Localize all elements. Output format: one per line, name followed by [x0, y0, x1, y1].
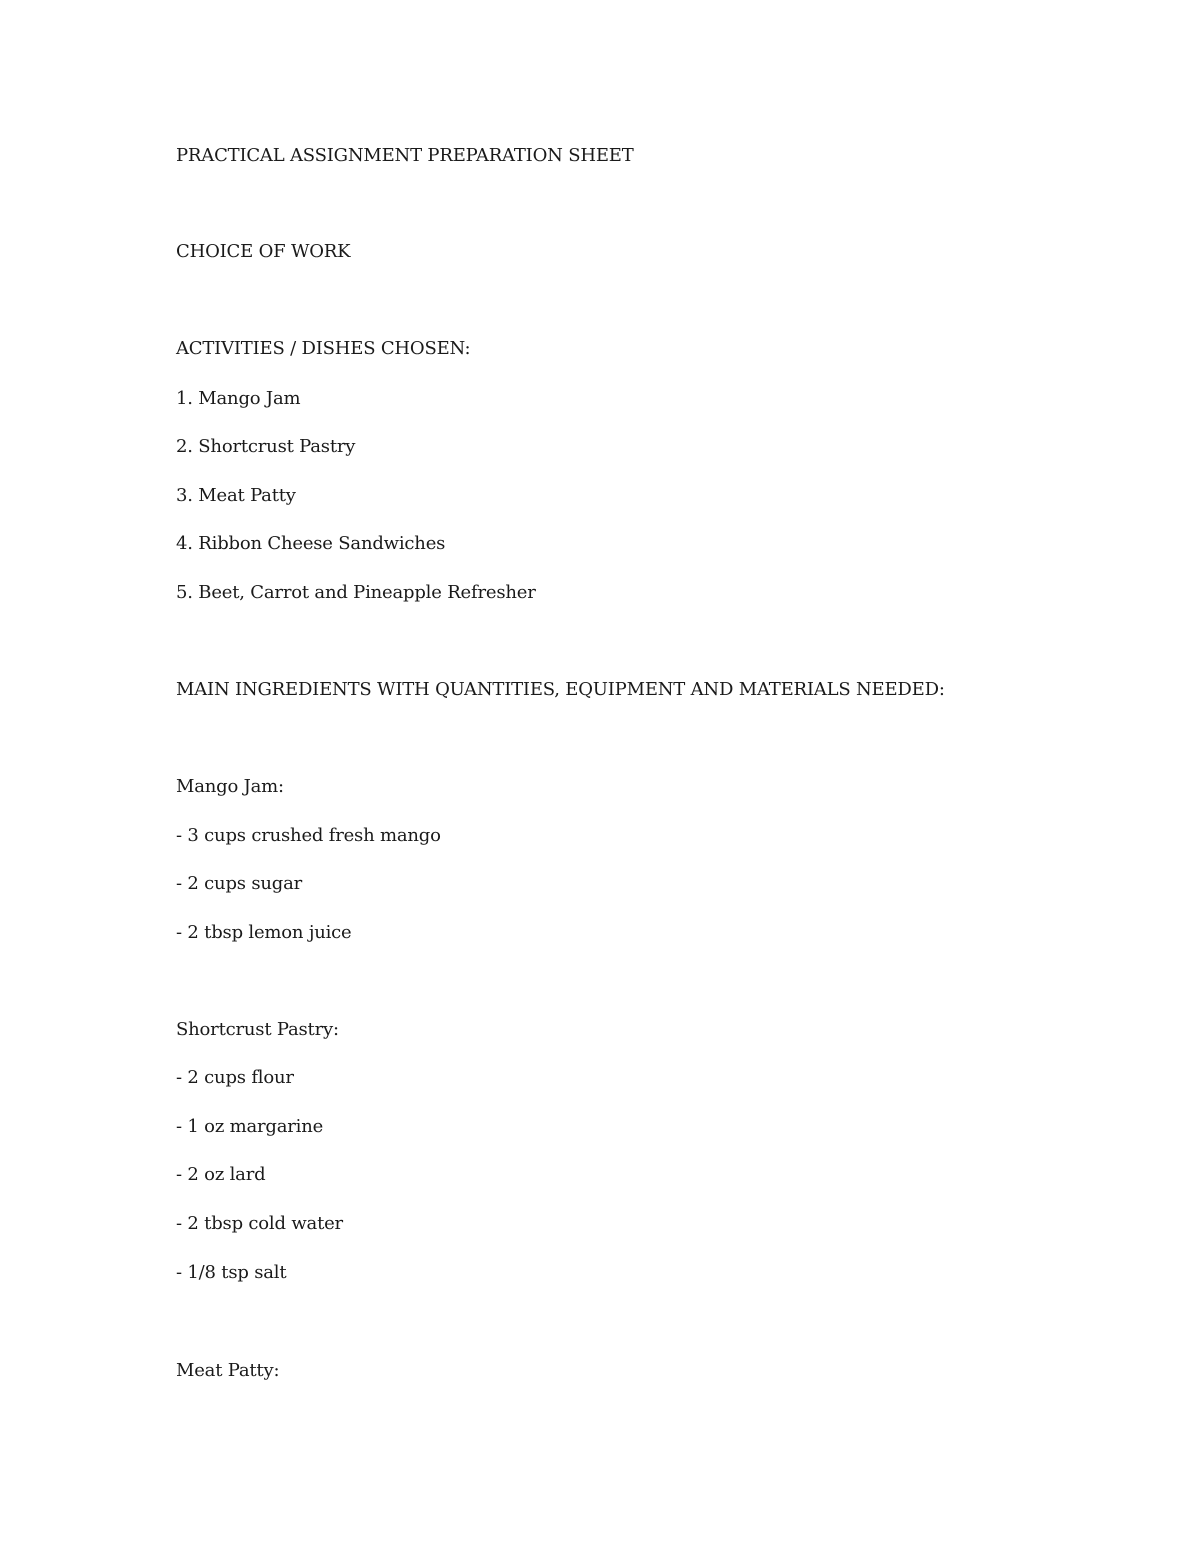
ingredient-item: - 2 cups flour	[176, 1067, 294, 1088]
ingredient-item: - 2 tbsp lemon juice	[176, 922, 352, 943]
ingredient-item: - 2 tbsp cold water	[176, 1213, 343, 1234]
ingredient-item: - 1 oz margarine	[176, 1116, 324, 1137]
activity-item: 4. Ribbon Cheese Sandwiches	[176, 533, 446, 554]
activity-item: 3. Meat Patty	[176, 485, 296, 506]
recipe-heading-shortcrust-pastry: Shortcrust Pastry:	[176, 1019, 339, 1040]
document-title: PRACTICAL ASSIGNMENT PREPARATION SHEET	[176, 145, 634, 166]
activity-item: 1. Mango Jam	[176, 388, 301, 409]
ingredient-item: - 2 oz lard	[176, 1164, 266, 1185]
ingredient-item: - 1/8 tsp salt	[176, 1262, 287, 1283]
activity-item: 5. Beet, Carrot and Pineapple Refresher	[176, 582, 536, 603]
activity-item: 2. Shortcrust Pastry	[176, 436, 356, 457]
ingredient-item: - 3 cups crushed fresh mango	[176, 825, 441, 846]
ingredient-item: - 2 cups sugar	[176, 873, 303, 894]
activities-heading: ACTIVITIES / DISHES CHOSEN:	[176, 338, 471, 359]
recipe-heading-meat-patty: Meat Patty:	[176, 1360, 280, 1381]
ingredients-heading: MAIN INGREDIENTS WITH QUANTITIES, EQUIPMENT AND MATERIALS NEEDED:	[176, 679, 945, 700]
choice-of-work-heading: CHOICE OF WORK	[176, 241, 351, 262]
recipe-heading-mango-jam: Mango Jam:	[176, 776, 284, 797]
